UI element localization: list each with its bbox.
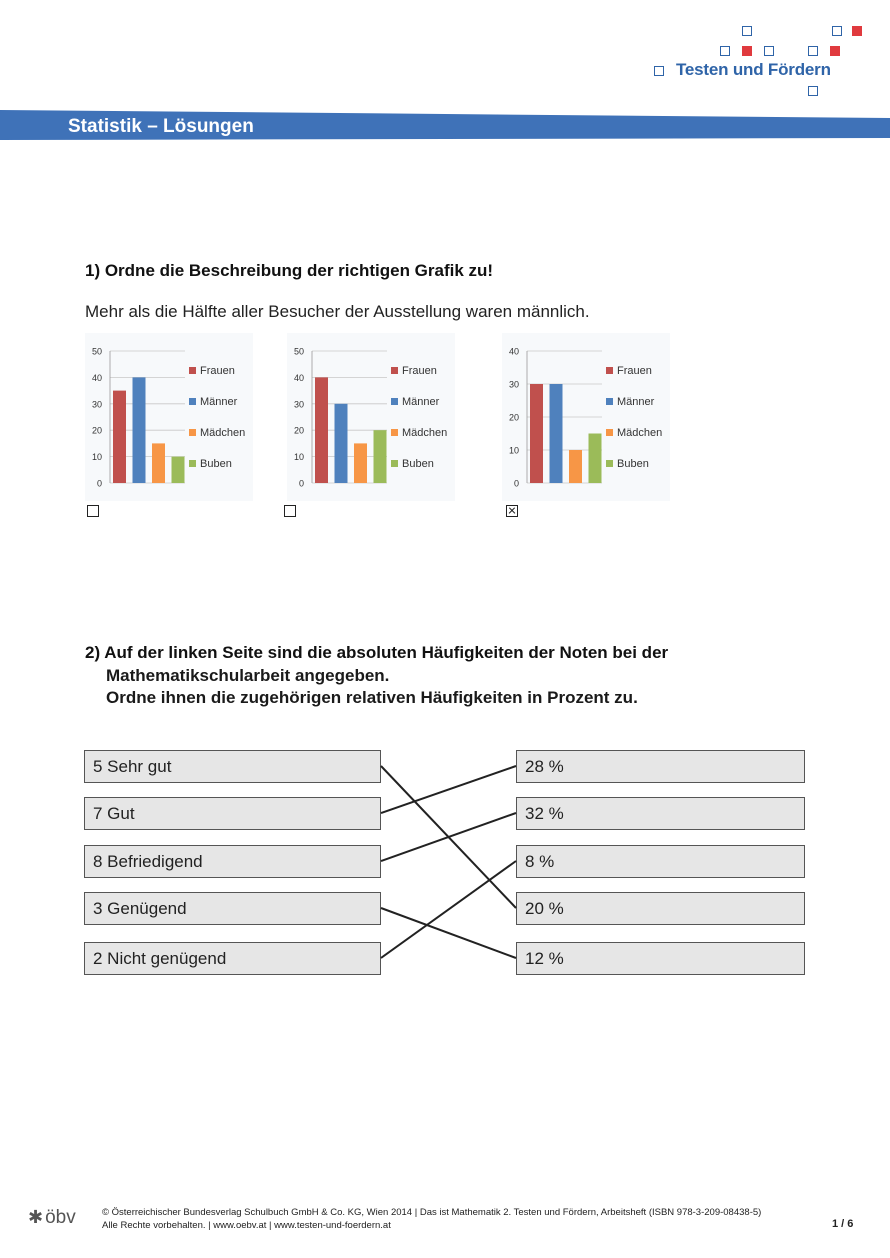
star-icon: ✱ [28,1207,44,1227]
legend-swatch [606,398,613,405]
y-tick-label: 20 [91,425,102,436]
legend-label: Buben [200,458,232,470]
y-tick-label: 0 [298,478,304,489]
logo-square [808,46,818,56]
legend-label: Männer [200,396,238,408]
left-item-2[interactable]: 7 Gut [84,797,381,830]
task2-heading-line2: Mathematikschularbeit angegeben. [106,666,390,685]
bar-mädchen [152,443,165,483]
brand-logo [650,20,870,100]
legend-label: Frauen [200,365,235,377]
logo-square [654,66,664,76]
logo-square [720,46,730,56]
bar-männer [550,384,563,483]
publisher-logo-text: öbv [45,1207,76,1228]
y-tick-label: 30 [508,379,519,390]
y-tick-label: 40 [293,372,304,383]
rights-line: Alle Rechte vorbehalten. | www.oebv.at | www.testen-und-foerdern.at [102,1220,391,1231]
bar-buben [374,430,387,483]
legend-label: Buben [617,458,649,470]
task1-heading: 1) Ordne die Beschreibung der richtigen Grafik zu! [85,261,494,280]
match-line [381,766,516,813]
publisher-logo [28,1207,76,1229]
left-item-1[interactable]: 5 Sehr gut [84,750,381,783]
bar-mädchen [354,443,367,483]
bar-frauen [315,377,328,483]
left-item-4[interactable]: 3 Genügend [84,892,381,925]
legend-swatch [391,460,398,467]
legend-swatch [606,460,613,467]
match-line [381,861,516,958]
left-item-3[interactable]: 8 Befriedigend [84,845,381,878]
y-tick-label: 10 [293,452,304,463]
chart-option-2 [287,333,455,501]
y-tick-label: 10 [91,452,102,463]
bar-buben [172,457,185,483]
legend-label: Mädchen [617,427,663,439]
logo-square [742,46,752,56]
legend-swatch [189,460,196,467]
right-item-5[interactable]: 12 % [516,942,805,975]
logo-text: Testen und Fördern [676,60,831,79]
match-line [381,766,516,908]
legend-label: Frauen [402,365,437,377]
bar-frauen [113,391,126,483]
y-tick-label: 40 [91,372,102,383]
match-line [381,908,516,958]
legend-label: Buben [402,458,434,470]
y-tick-label: 0 [513,478,519,489]
legend-label: Männer [402,396,440,408]
bar-chart-3 [502,333,670,501]
checkbox-chart-1[interactable] [87,505,99,517]
page-title: Statistik – Lösungen [68,116,254,137]
right-item-2[interactable]: 32 % [516,797,805,830]
y-tick-label: 20 [508,412,519,423]
chart-option-1 [85,333,253,501]
y-tick-label: 30 [91,399,102,410]
chart-option-3 [502,333,670,501]
logo-square [832,26,842,36]
checkbox-chart-3[interactable] [506,505,518,517]
legend-swatch [391,367,398,374]
logo-square [830,46,840,56]
bar-frauen [530,384,543,483]
y-tick-label: 10 [508,445,519,456]
y-tick-label: 50 [91,346,102,357]
y-tick-label: 50 [293,346,304,357]
page-number: 1 / 6 [832,1218,854,1230]
left-item-5[interactable]: 2 Nicht genügend [84,942,381,975]
legend-swatch [606,429,613,436]
y-tick-label: 0 [96,478,102,489]
task2-heading-line3: Ordne ihnen die zugehörigen relativen Häufigkeiten in Prozent zu. [106,688,638,707]
bar-chart-1 [85,333,253,501]
logo-square [742,26,752,36]
copyright-line: © Österreichischer Bundesverlag Schulbuch GmbH & Co. KG, Wien 2014 | Das ist Mathematik 2. Testen und Fördern, Arbeitsheft (ISBN 978-3-209-08438-5) [102,1207,762,1218]
y-tick-label: 40 [508,346,519,357]
legend-label: Mädchen [402,427,448,439]
legend-label: Frauen [617,365,652,377]
bar-mädchen [569,450,582,483]
legend-label: Mädchen [200,427,246,439]
y-tick-label: 30 [293,399,304,410]
legend-swatch [391,429,398,436]
logo-square [852,26,862,36]
legend-swatch [189,367,196,374]
bar-chart-2 [287,333,455,501]
task2-heading: 2) Auf der linken Seite sind die absoluten Häufigkeiten der Noten bei der [85,643,669,662]
right-item-3[interactable]: 8 % [516,845,805,878]
bar-männer [335,404,348,483]
bar-männer [133,377,146,483]
y-tick-label: 20 [293,425,304,436]
logo-square [764,46,774,56]
legend-label: Männer [617,396,655,408]
checkbox-chart-2[interactable] [284,505,296,517]
bar-buben [589,434,602,484]
right-item-4[interactable]: 20 % [516,892,805,925]
match-line [381,813,516,861]
legend-swatch [606,367,613,374]
legend-swatch [189,429,196,436]
right-item-1[interactable]: 28 % [516,750,805,783]
task1-statement: Mehr als die Hälfte aller Besucher der Ausstellung waren männlich. [85,302,590,321]
legend-swatch [391,398,398,405]
legend-swatch [189,398,196,405]
logo-square [808,86,818,96]
